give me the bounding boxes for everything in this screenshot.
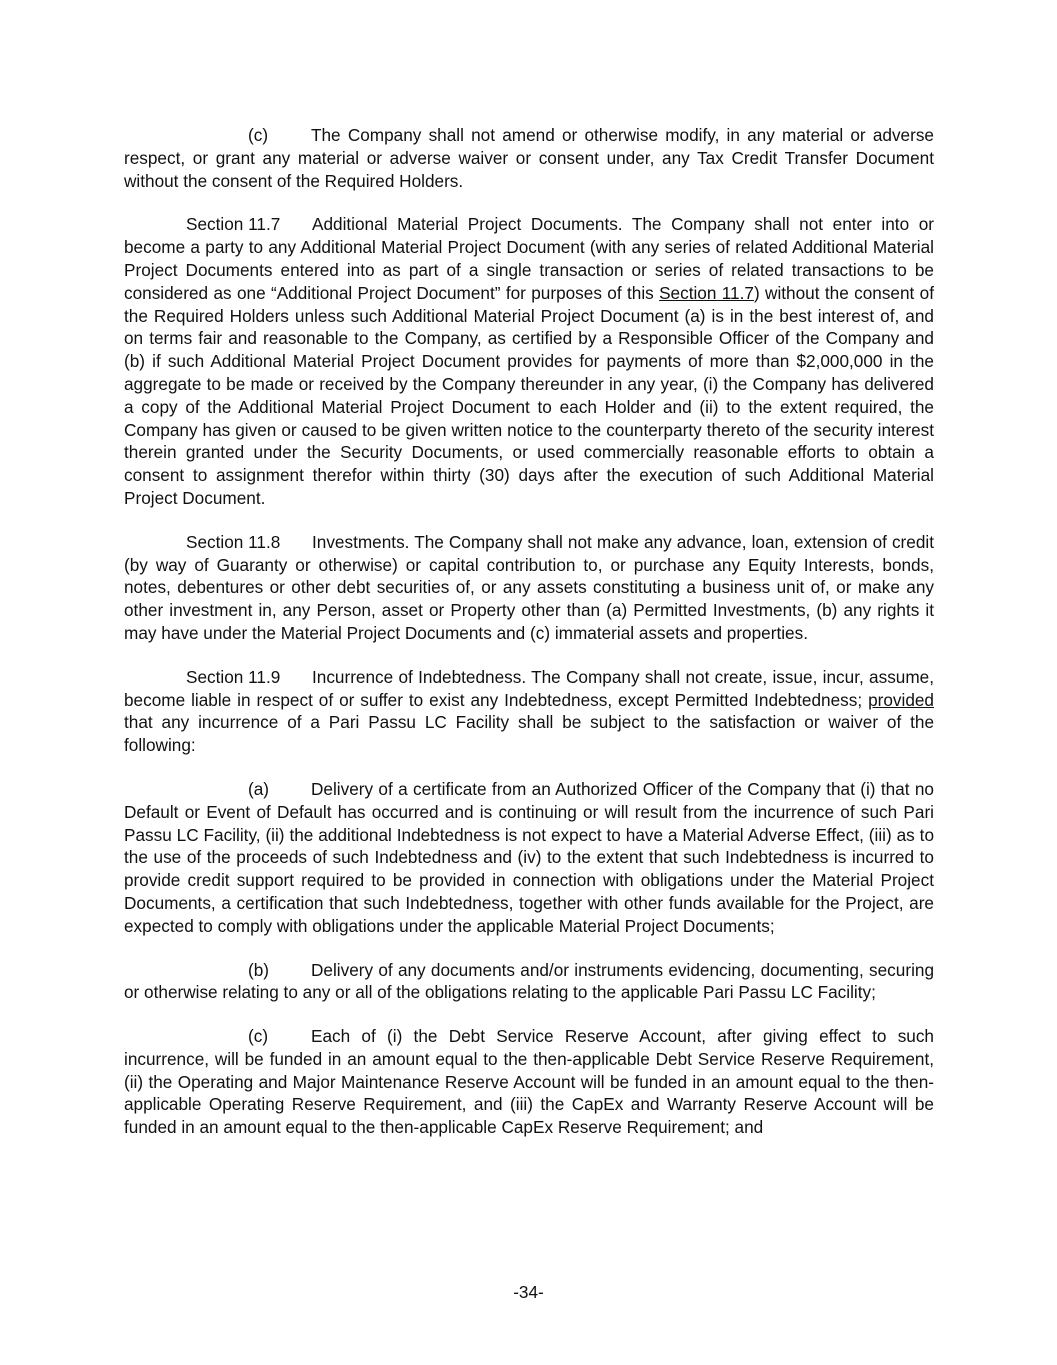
paragraph-c-reserve-accounts bbox=[124, 1025, 934, 1139]
section-text-continued: ) without the consent of the Required Holders unless such Additional Material Project Document (a) is in the best interest of, and on terms fair and reasonable to the Company, as certified by a Responsible Officer of the Company and (b) if such Additional Material Project Document provides for payments of more than $2,000,000 in the aggregate to be made or received by the Company thereunder in any year, (i) the Company has delivered a copy of the Additional Material Project Document to each Holder and (ii) to the extent required, the Company has given or caused to be given written notice to the counterparty thereto of the security interest therein granted under the Security Documents, or used commercially reasonable efforts to obtain a consent to assignment therefor within thirty (30) days after the execution of such Additional Material Project Document. bbox=[124, 282, 935, 508]
section-heading: Investments. bbox=[312, 531, 410, 552]
proviso-term: provided bbox=[868, 689, 934, 710]
page-number: -34- bbox=[513, 1282, 544, 1302]
item-label: (b) bbox=[248, 959, 270, 980]
section-text-continued: that any incurrence of a Pari Passu LC Facility shall be subject to the satisfaction or waiver of the following: bbox=[124, 712, 934, 756]
item-label: (a) bbox=[248, 778, 270, 799]
paragraph-c-tax-credit bbox=[124, 124, 934, 192]
paragraph-text: Delivery of a certificate from an Authorized Officer of the Company that (i) that no Default or Event of Default has occurred and is continuing or will result from the incurrence of such Pari Passu LC Facility, (ii) the additional Indebtedness is not expect to have a Material Adverse Effect, (iii) as to the use of the proceeds of such Indebtedness and (iv) to the extent that such Indebtedness is incurred to provide credit support required to be provided in connection with obligations under the Material Project Documents, a certification that such Indebtedness, together with other funds available for the Project, are expected to comply with obligations under the applicable Material Project Documents; bbox=[124, 778, 934, 936]
section-number: Section 11.8 bbox=[186, 531, 281, 552]
paragraph-text: Delivery of any documents and/or instruments evidencing, documenting, securing or otherwise relating to any or all of the obligations relating to the applicable Pari Passu LC Facility; bbox=[124, 959, 934, 1003]
item-label: (c) bbox=[248, 1026, 269, 1047]
section-text: The Company shall not create, issue, incur, assume, become liable in respect of or suffer to exist any Indebtedness, except Permitted Indebtedness; bbox=[124, 666, 934, 710]
paragraph-text: Each of (i) the Debt Service Reserve Account, after giving effect to such incurrence, will be funded in an amount equal to the then-applicable Debt Service Reserve Requirement, (ii) the Operating and Major Maintenance Reserve Account will be funded in an amount equal to the then-applicable Operating Reserve Requirement, and (iii) the CapEx and Warranty Reserve Account will be funded in an amount equal to the then-applicable CapEx Reserve Requirement; and bbox=[124, 1026, 934, 1138]
section-heading: Incurrence of Indebtedness. bbox=[312, 666, 527, 687]
section-number: Section 11.9 bbox=[186, 666, 281, 687]
section-11-9 bbox=[124, 666, 934, 757]
section-text: The Company shall not make any advance, loan, extension of credit (by way of Guaranty or otherwise) or capital contribution to, or purchase any Equity Interests, bonds, notes, debentures or other debt securities of, or any assets constituting a business unit of, or make any other investment in, any Person, asset or Property other than (a) Permitted Investments, (b) any rights it may have under the Material Project Documents and (c) immaterial assets and properties. bbox=[124, 531, 934, 643]
section-cross-reference: Section 11.7 bbox=[659, 282, 754, 303]
paragraph-text: The Company shall not amend or otherwise modify, in any material or adverse respect, or grant any material or adverse waiver or consent under, any Tax Credit Transfer Document without the consent of the Required Holders. bbox=[124, 125, 934, 191]
paragraph-a-certificate bbox=[124, 778, 934, 938]
section-11-7 bbox=[124, 213, 934, 509]
item-label: (c) bbox=[248, 125, 269, 145]
document-body bbox=[124, 124, 934, 1160]
section-11-8 bbox=[124, 531, 934, 645]
section-heading: Additional Material Project Documents. bbox=[312, 214, 623, 235]
section-number: Section 11.7 bbox=[186, 214, 281, 235]
section-text: The Company shall not enter into or become a party to any Additional Material Project Document (with any series of related Additional Material Project Documents entered into as part of a single transaction or series of related transactions to be considered as one “Additional Project Document” for purposes of this bbox=[124, 214, 935, 303]
paragraph-b-documents bbox=[124, 959, 934, 1005]
